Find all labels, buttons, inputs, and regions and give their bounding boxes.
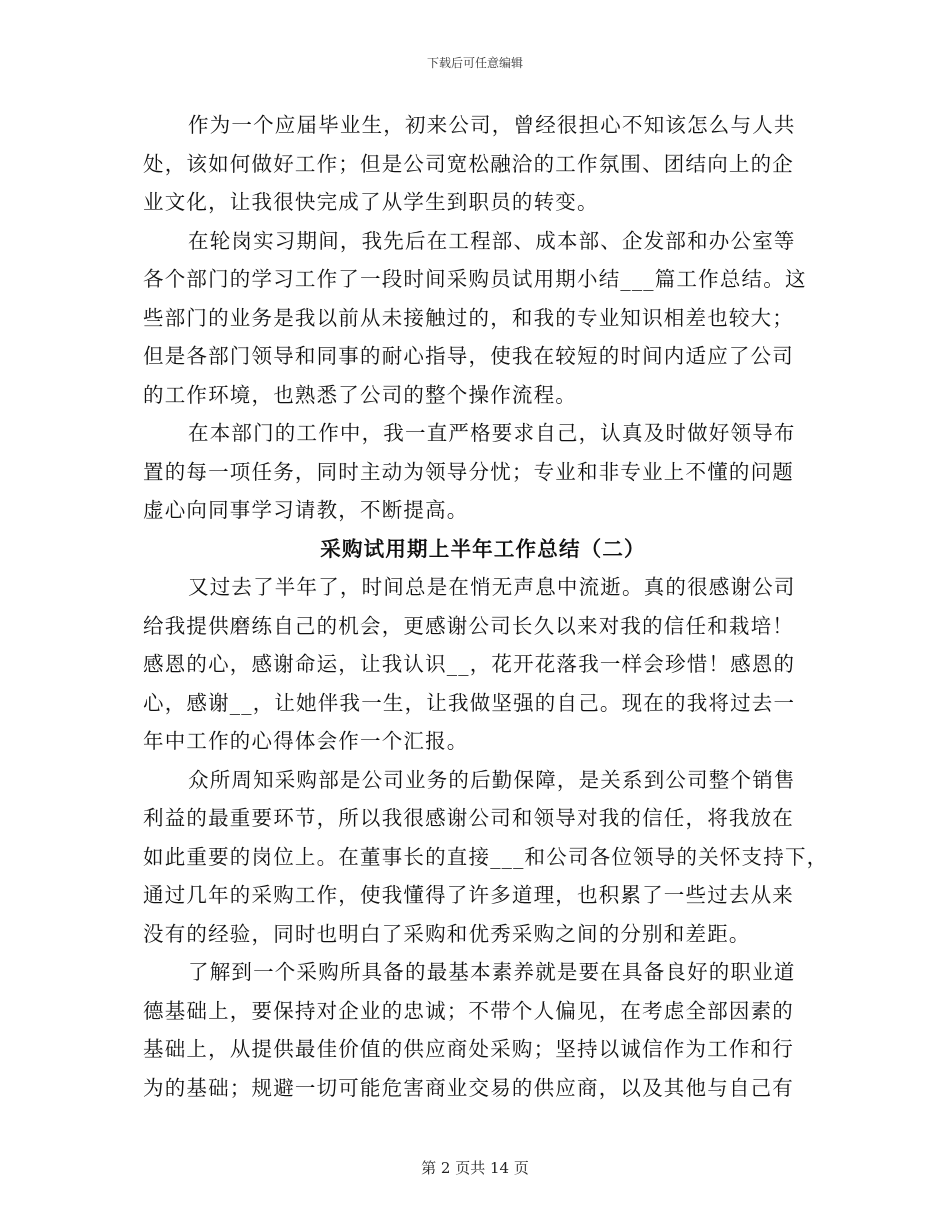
paragraph-line: 置的每一项任务，同时主动为领导分忧；专业和非专业上不懂的问题 xyxy=(143,459,794,484)
paragraph xyxy=(143,222,823,415)
paragraph-line: 又过去了半年了，时间总是在悄无声息中流逝。真的很感谢公司 xyxy=(188,575,796,599)
page-footer: 第 2 页共 14 页 xyxy=(421,1159,529,1177)
paragraph-group-a xyxy=(143,106,823,530)
paragraph-line: 业文化，让我很快完成了从学生到职员的转变。 xyxy=(143,190,599,214)
paragraph-line: 众所周知采购部是公司业务的后勤保障，是关系到公司整个销售 xyxy=(188,767,796,792)
paragraph xyxy=(143,953,823,1107)
paragraph-line: 年中工作的心得体会作一个汇报。 xyxy=(143,729,469,753)
paragraph xyxy=(143,106,823,222)
paragraph-line: 没有的经验，同时也明白了采购和优秀采购之间的分别和差距。 xyxy=(143,921,751,946)
paragraph-line: 基础上，从提供最佳价值的供应商处采购；坚持以诚信作为工作和行 xyxy=(143,1037,794,1061)
paragraph xyxy=(143,414,823,530)
paragraph xyxy=(143,761,829,954)
paragraph-line: 在轮岗实习期间，我先后在工程部、成本部、企发部和办公室等 xyxy=(188,228,796,253)
paragraph-line: 利益的最重要环节，所以我很感谢公司和领导对我的信任，将我放在 xyxy=(143,806,794,830)
paragraph-line: 德基础上，要保持对企业的忠诚；不带个人偏见，在考虑全部因素的 xyxy=(143,998,794,1023)
paragraph-line: 了解到一个采购所具备的最基本素养就是要在具备良好的职业道 xyxy=(188,960,796,984)
paragraph-line: 各个部门的学习工作了一段时间采购员试用期小结___篇工作总结。这 xyxy=(143,267,807,291)
paragraph-line: 虚心向同事学习请教，不断提高。 xyxy=(143,498,469,522)
document-body xyxy=(143,106,829,1107)
paragraph-line: 但是各部门领导和同事的耐心指导，使我在较短的时间内适应了公司 xyxy=(143,344,794,368)
paragraph-line: 如此重要的岗位上。在董事长的直接___和公司各位领导的关怀支持下， xyxy=(143,844,829,869)
paragraph-line: 的工作环境，也熟悉了公司的整个操作流程。 xyxy=(143,382,577,407)
paragraph-line: 通过几年的采购工作，使我懂得了许多道理，也积累了一些过去从来 xyxy=(143,883,794,907)
paragraph-line: 心，感谢__，让她伴我一生，让我做坚强的自己。现在的我将过去一 xyxy=(143,690,796,715)
paragraph-line: 作为一个应届毕业生，初来公司，曾经很担心不知该怎么与人共 xyxy=(188,113,796,137)
paragraph-line: 为的基础；规避一切可能危害商业交易的供应商，以及其他与自己有 xyxy=(143,1075,794,1100)
paragraph-line: 感恩的心，感谢命运，让我认识__，花开花落我一样会珍惜！感恩的 xyxy=(143,652,796,676)
paragraph xyxy=(143,568,823,761)
paragraph-line: 在本部门的工作中，我一直严格要求自己，认真及时做好领导布 xyxy=(188,421,796,445)
page-header: 下载后可任意编辑 xyxy=(426,56,523,70)
paragraph-group-b xyxy=(143,568,829,1107)
paragraph-line: 处，该如何做好工作；但是公司宽松融洽的工作氛围、团结向上的企 xyxy=(143,151,794,176)
section-title: 采购试用期上半年工作总结（二） xyxy=(320,536,646,561)
paragraph-line: 些部门的业务是我以前从未接触过的，和我的专业知识相差也较大； xyxy=(143,305,794,330)
paragraph-line: 给我提供磨练自己的机会，更感谢公司长久以来对我的信任和栽培！ xyxy=(143,613,794,638)
